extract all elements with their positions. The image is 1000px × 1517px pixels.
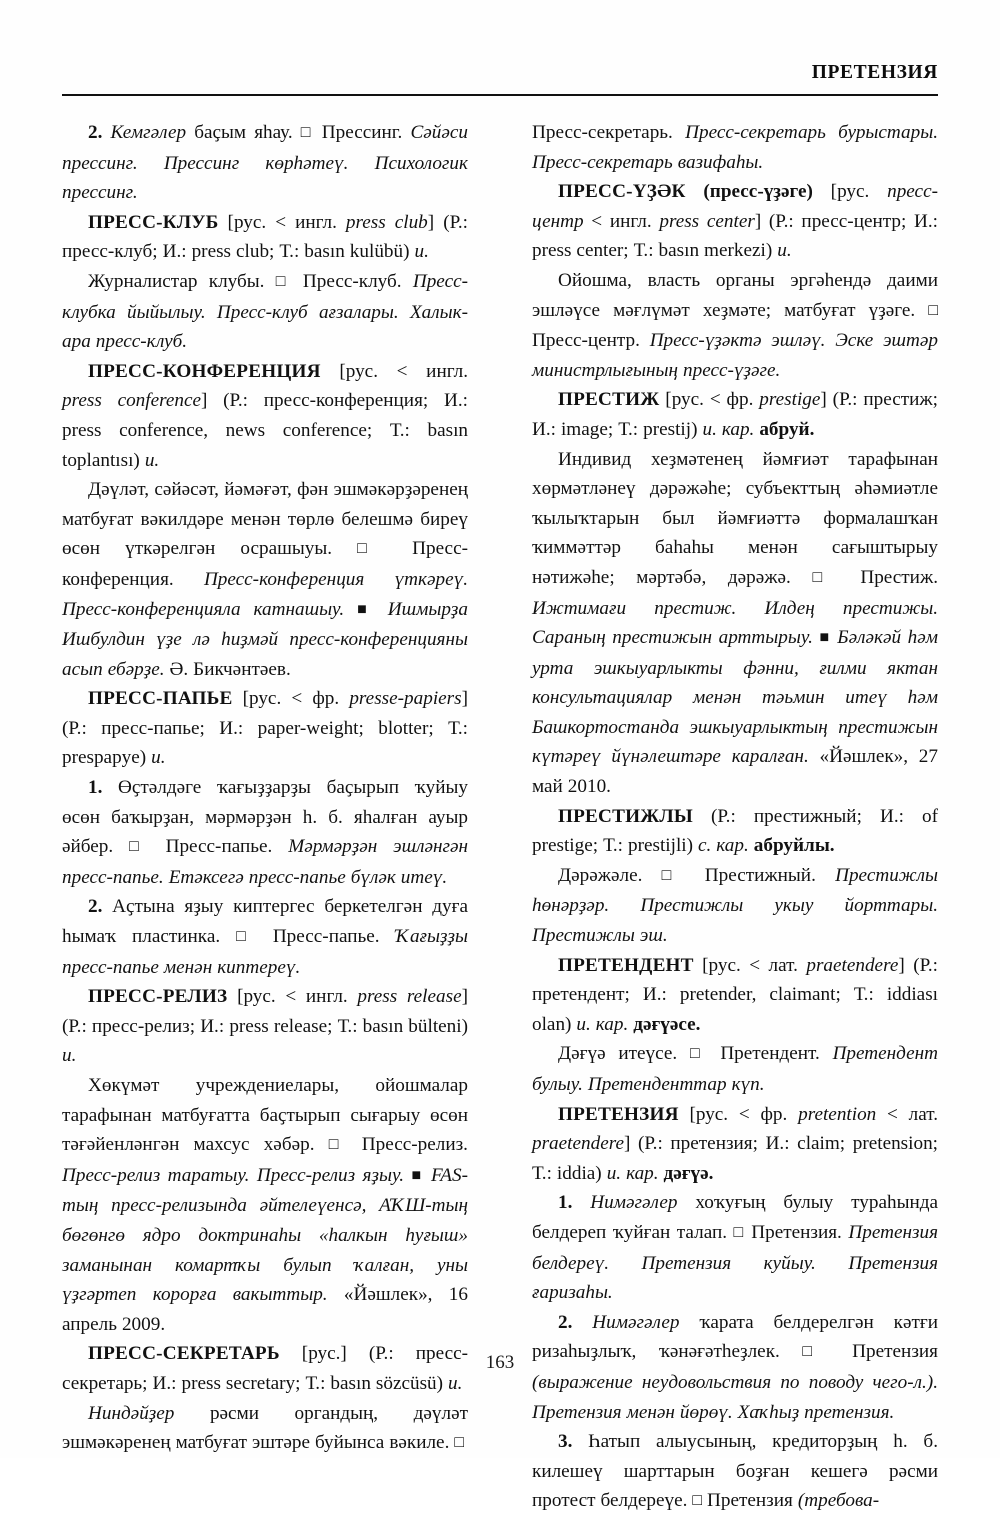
entry-pressing-sense2 — [62, 118, 468, 208]
equivalent: Претензия. — [744, 1221, 849, 1243]
equivalent: Претензия — [702, 1490, 798, 1512]
etymology-open: [рус.] (Р.: пресс-секретарь; И.: press secretary; Т.: basın sözcüsü) — [62, 1343, 468, 1394]
definition-italic: Нимәгәлер — [572, 1192, 678, 1214]
examples: Пресс-конференция үткәреү. Пресс-конференцияла катнашыу. — [62, 568, 468, 620]
citation-marker-icon — [412, 1167, 424, 1184]
entry-press-uzak-body — [532, 266, 938, 385]
definition: Индивид хеҙмәтенең йәмғиәт тарафынан хөрмәтләнеү дәрәжәһе; субъекттың әһәмиәтле ҡылыҡтарын был йәмғиәттә формалашҡан ҡиммәттәр баһаһы менән сағыштырыу нәтижәһе; мәртәбә, дәрәжә. — [532, 448, 938, 588]
etymology-open: [рус. < фр. — [659, 389, 760, 411]
examples: Пресс-клубка йыйылыу. Пресс-клуб ағзалары. Халык-ара пресс-клуб. — [62, 270, 468, 353]
headword: ПРЕТЕНЗИЯ — [558, 1103, 679, 1125]
etymology-open: [рус. < ингл. — [218, 211, 346, 233]
sense-equivalent: Прессинг. — [313, 122, 411, 143]
etymology-close: ] (Р.: пресс-клуб; И.: press club; Т.: basın kulübü) — [62, 211, 468, 263]
entry-press-papye-sense-2 — [62, 892, 468, 982]
citation-text: Ишмырҙа Ишбулдин үҙе лә һиҙмәй пресс-конференцияны асып ебәрҙе. — [62, 598, 469, 680]
running-head: ПРЕТЕНЗИЯ — [811, 62, 938, 83]
etymology-close: ] (Р.: пресс-релиз; И.: press release; Т.: basın bülteni) — [62, 986, 469, 1037]
headword: ПРЕСТИЖЛЫ — [558, 805, 693, 827]
equivalent: Претендент. — [707, 1043, 833, 1065]
definition-italic: Нимәгәлер — [572, 1311, 680, 1333]
entry-prestizhly-head — [532, 802, 938, 861]
part-of-speech: и. — [151, 747, 166, 769]
headword-inflected-form: (пресс-үҙәге) — [685, 181, 813, 203]
definition: ҡарата белдерелгән кәтғи ризаһыҙлыҡ, ҡәнәғәтһеҙлек. — [532, 1311, 938, 1363]
headword: ПРЕСТИЖ — [558, 389, 660, 411]
headword: ПРЕТЕНДЕНТ — [558, 954, 694, 976]
example-marker-icon — [329, 1136, 348, 1153]
examples: Ижтимағи престиж. Илдең престижы. Сараның престижын арттырыу. — [532, 597, 938, 649]
example-marker-icon — [236, 928, 257, 945]
equivalent: Пресс-секретарь. — [532, 122, 686, 143]
definition: Һатып алыусының, кредиторҙың һ. б. килешеү шарттарын боҙған кешегә рәсми протест белдереүе. — [532, 1431, 938, 1512]
entry-pretendent-body — [532, 1039, 938, 1099]
entry-press-klub-body — [62, 267, 468, 357]
etymology-mid: < лат. — [876, 1103, 938, 1125]
synonym-reference: абруйлы. — [748, 835, 835, 857]
examples: Престижлы һөнәрҙәр. Престижлы укыу йорттары. Престижлы эш. — [532, 864, 938, 947]
definition: Журналистар клубы. — [88, 270, 276, 292]
entry-prestizh-body — [532, 445, 938, 802]
sense-definition-italic: Кемгәлер — [110, 122, 187, 143]
etymology-open: [рус. < ингл. — [320, 360, 468, 382]
equivalent: Пресс-центр. — [532, 330, 650, 352]
header-rule — [62, 94, 938, 96]
part-of-speech: с. кар. — [698, 835, 749, 857]
examples: Пресс-үҙәктә эшләү. Эске эштәр министрлығының пресс-үҙәге. — [532, 330, 938, 381]
example-marker-icon — [690, 1045, 707, 1062]
definition: рәсми органдың, дәүләт эшмәкәренең матбуғат эштәре буйынса вәкиле. — [62, 1402, 468, 1454]
etymology-open: [рус. < фр. — [678, 1103, 799, 1125]
part-of-speech: и. — [62, 1045, 77, 1067]
entry-press-papye-sense-1 — [62, 773, 468, 892]
entry-press-sekretar-continuation — [532, 118, 938, 177]
definition-italic: Ниндәйҙер — [88, 1402, 175, 1424]
citation-source: «Йәшлек», 16 апрель 2009. — [62, 1284, 468, 1335]
etymology-mid: < ингл. — [583, 210, 660, 232]
citation-source: Ә. Бикчәнтәев. — [164, 658, 291, 680]
headword: ПРЕСС-СЕКРЕТАРЬ — [88, 1343, 280, 1365]
examples: Претендент булыу. Претенденттар күп. — [532, 1043, 939, 1095]
equivalent: Престиж. — [838, 566, 938, 588]
entry-pretendent-head — [532, 951, 938, 1040]
etymology-close: ] (Р.: претензия; И.: claim; pretension; Т.: iddia) — [532, 1133, 938, 1184]
entry-press-konferenciya-body — [62, 475, 468, 684]
entry-pretenziya-head — [532, 1100, 938, 1189]
headword: ПРЕСС-ҮҘӘК — [558, 181, 686, 203]
citation-marker-icon — [357, 601, 375, 618]
etymology-close: ] (Р.: пресс-центр; И.: press center; Т.: basın merkezi) — [532, 210, 938, 262]
headword: ПРЕСС-КЛУБ — [88, 211, 219, 233]
part-of-speech: и. — [144, 449, 160, 471]
citation-marker-icon — [820, 629, 831, 646]
gloss-truncated: (требова- — [797, 1490, 880, 1512]
entry-press-papye-head — [62, 684, 468, 773]
example-marker-icon — [357, 540, 387, 557]
etymology-close: ] (Р.: престиж; И.: image; Т.: prestij) — [532, 389, 938, 440]
example-marker-icon — [734, 1224, 745, 1241]
entry-press-reliz-head — [62, 982, 468, 1071]
left-column — [62, 118, 468, 1459]
etymology-source-2: press center — [659, 210, 755, 232]
sense-number: 1. — [558, 1192, 573, 1214]
example-marker-icon — [812, 569, 838, 586]
example-marker-icon — [129, 838, 150, 855]
part-of-speech: и. — [448, 1372, 463, 1394]
definition: Өҫтәлдәге ҡағыҙҙарҙы баҫырып ҡуйыу өсөн баҡырҙан, мәрмәрҙән һ. б. яһалған ауыр әйбер. — [62, 777, 468, 858]
definition: Дәғүә итеүсе. — [558, 1043, 691, 1065]
definition: Дәүләт, сәйәсәт, йәмәғәт, фән эшмәкәрҙәренең матбуғат вәкилдәре менән төрлө белешмә биреү өсөн үткәрелгән осрашыуы. — [62, 479, 468, 560]
part-of-speech: и. — [777, 240, 792, 262]
citation-text: Бәләкәй һәм урта эшкыуарлыкты фәнни, ғилми яктан консультациялар менән тәьмин итеү һәм Башкортостанда эшкыуарлыктың престижын күтәреү йүнәлештәре каралған. — [532, 627, 939, 768]
definition: хоҡуғың булыу тураһында белдереп ҡуйған талап. — [532, 1192, 939, 1243]
equivalent: Пресс-релиз. — [347, 1134, 468, 1156]
examples: Претензия белдереү. Претензия куйыу. Претензия ғаризаһы. — [532, 1221, 938, 1304]
etymology-source-2: praetendere — [532, 1133, 624, 1155]
headword: ПРЕСС-КОНФЕРЕНЦИЯ — [88, 360, 321, 382]
sense-number: 3. — [558, 1431, 573, 1453]
headword: ПРЕСС-РЕЛИЗ — [88, 986, 228, 1008]
examples: Пресс-релиз таратыу. Пресс-релиз яҙыу. — [62, 1164, 412, 1186]
entry-pretenziya-sense-1 — [532, 1188, 938, 1307]
part-of-speech: и. кар. — [576, 1013, 629, 1035]
synonym-reference: дәғүәсе. — [628, 1013, 701, 1035]
etymology-source: press release — [357, 986, 462, 1008]
example-marker-icon — [928, 302, 938, 319]
entry-prestizhly-body — [532, 861, 938, 951]
etymology-source: presse-papiers — [349, 688, 462, 710]
entry-press-klub-head — [62, 208, 468, 267]
example-marker-icon — [454, 1434, 464, 1451]
part-of-speech: и. кар. — [606, 1162, 659, 1184]
sense-examples: Сәйәси прессинг. Прессинг көрһәтеү. Психологик прессинг. — [62, 122, 468, 204]
sense-number: 1. — [88, 777, 103, 799]
etymology-open: [рус. < фр. — [232, 688, 350, 710]
definition: Дәрәжәле. — [558, 864, 662, 886]
examples: Мәрмәрҙән эшләнгән пресс-папье. Етәксегә пресс-папье бүләк итеү. — [62, 836, 468, 888]
entry-pretenziya-sense-3 — [532, 1427, 938, 1517]
examples: Ҡағыҙҙы пресс-папье менән киптереү. — [62, 926, 468, 978]
etymology-open: (Р.: престижный; И.: of prestige; Т.: prestijli) — [532, 805, 938, 857]
entry-press-konferenciya-head — [62, 357, 468, 475]
citation-source: «Йәшлек», 27 май 2010. — [532, 746, 938, 798]
part-of-speech: и. кар. — [702, 418, 755, 440]
example-marker-icon — [662, 867, 686, 884]
etymology-source: press club — [345, 211, 428, 233]
entry-prestizh-head — [532, 385, 938, 444]
headword: ПРЕСС-ПАПЬЕ — [88, 688, 233, 710]
examples: Пресс-секретарь бурыстары. Пресс-секретарь вазифаһы. — [532, 122, 938, 173]
entry-press-uzak-head — [532, 177, 938, 266]
etymology-open: [рус. < ингл. — [227, 986, 358, 1008]
example-marker-icon — [276, 273, 292, 290]
etymology-close: ] (Р.: претендент; И.: pretender, claimant; Т.: iddiası olan) — [532, 954, 938, 1035]
equivalent: Пресс-папье. — [256, 926, 396, 948]
definition: Аҫтына яҙыу киптергес беркетелгән дуға һымаҡ пластинка. — [62, 896, 468, 948]
equivalent: Пресс-папье. — [149, 836, 289, 858]
part-of-speech: и. — [414, 241, 429, 263]
equivalent: Престижный. — [685, 864, 836, 886]
sense-number: 2. — [558, 1311, 573, 1333]
example-marker-icon — [692, 1492, 702, 1509]
etymology-source: press conference — [62, 390, 202, 412]
gloss: (выражение неудовольствия по поводу чего-л.). Претензия менән йөрөү. Хаҡһыҙ претензия. — [532, 1371, 938, 1423]
entry-press-sekretar-body — [62, 1399, 468, 1459]
etymology-open: [рус. < лат. — [693, 954, 807, 976]
equivalent: Претензия — [829, 1341, 938, 1363]
right-column — [532, 118, 938, 1517]
etymology-source: pretention — [798, 1103, 877, 1125]
definition: Ойошма, власть органы эргәһендә даими эшләүсе мәғлүмәт хеҙмәте; матбуғат үҙәге. — [532, 269, 938, 321]
sense-number: 2. — [88, 896, 103, 918]
etymology-source: пресс-центр — [532, 181, 938, 232]
etymology-source: praetendere — [806, 954, 899, 976]
sense-definition: баҫым яһау. — [186, 122, 301, 143]
etymology-open: [рус. — [812, 181, 888, 203]
etymology-close: ] (Р.: пресс-папье; И.: paper-weight; blotter; Т.: prespapye) — [62, 688, 468, 769]
citation-text: FAS-тың пресс-релизында әйтелеүенсә, АҠШ-тың бөгөнгө ядро доктринаһы «һалкын һуғыш» заманынан комартҡы булып ҡалған, уны үҙгәртеп корорға вакыттыр. — [62, 1164, 468, 1306]
synonym-reference: дәғүә. — [658, 1162, 714, 1184]
example-marker-icon — [301, 124, 314, 141]
equivalent: Пресс-клуб. — [291, 270, 413, 292]
sense-number: 2. — [88, 122, 103, 143]
equivalent: Пресс-конференция. — [62, 538, 468, 590]
definition: Хөкүмәт учреждениелары, ойошмалар тарафынан матбуғатта баҫтырып сығарыу өсөн тәғәйенләнгән махсус хәбәр. — [62, 1075, 468, 1156]
page-number: 163 — [485, 1352, 515, 1373]
etymology-source: prestige — [759, 389, 821, 411]
entry-press-reliz-body — [62, 1071, 468, 1339]
synonym-reference: абруй. — [754, 418, 815, 440]
etymology-close: ] (Р.: пресс-конференция; И.: press conference, news conference; Т.: basın toplantısı) — [62, 390, 468, 471]
